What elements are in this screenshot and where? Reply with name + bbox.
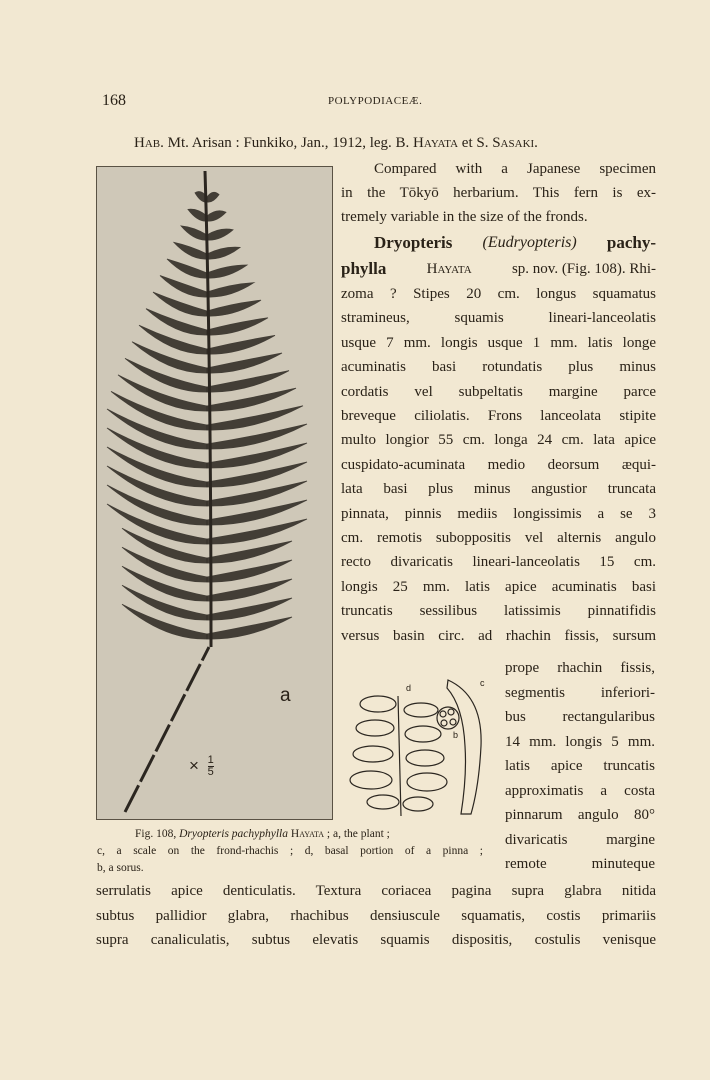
fern-frond-image <box>97 167 332 819</box>
text-line: tremely variable in the size of the fronds. <box>341 209 588 225</box>
label-d: d <box>406 683 412 693</box>
text-line: prope rhachin fissis, <box>505 660 655 676</box>
text-line: lata basi plus minus angustior truncata <box>341 481 656 498</box>
text-line: recto divaricatis lineari-lanceolatis 15 cm. <box>341 554 656 571</box>
species-title: Dryopteris (Eudryopteris) pachy- <box>374 233 656 252</box>
text-line: bus rectangularibus <box>505 709 655 725</box>
page-number: 168 <box>102 92 126 109</box>
text-line: breveque ciliolatis. Frons lanceolata stipite <box>341 408 656 424</box>
text-line: longis 25 mm. latis apice acuminatis basi <box>341 578 656 595</box>
text-line: pinnata, pinnis mediis longissimis a se 3 <box>341 505 656 522</box>
text-line: pinnarum angulo 80° <box>505 807 655 823</box>
text-line: stramineus, squamis lineari-lanceolatis <box>341 310 656 327</box>
text-line: cuspidato-acuminata medio deorsum æqui- <box>341 456 656 473</box>
text-line: versus basin circ. ad rhachin fissis, sursum <box>341 627 656 644</box>
text-line: cordatis vel subpeltatis margine parce <box>341 383 656 400</box>
label-b: b <box>453 730 459 740</box>
text-line: subtus pallidior glabra, rhachibus densiuscule squamatis, costis primariis <box>96 907 656 924</box>
text-line: 14 mm. longis 5 mm. <box>505 733 655 750</box>
fern-photograph <box>96 166 333 820</box>
text-line: acuminatis basi rotundatis plus minus <box>341 359 656 376</box>
scale-label: × $\frac{1}{5}$ <box>189 754 214 778</box>
figure-caption: Fig. 108, Dryopteris pachyphylla Hayata ; a, the plant ; c, a scale on the frond-rhachis ; d, basal portion of a pinna ; b, a sorus. <box>97 828 483 874</box>
species-title-cont: phylla Hayata sp. nov. (Fig. 108). Rhi- <box>341 259 656 278</box>
text-line: serrulatis apice denticulatis. Textura coriacea pagina supra glabra nitida <box>96 883 656 899</box>
text-line: zoma ? Stipes 20 cm. longus squamatus <box>341 286 656 302</box>
text-line: cm. remotis suboppositis vel alternis angulo <box>341 530 656 546</box>
text-line: truncatis sessilibus latissimis pinnatifidis <box>341 603 656 620</box>
page-header <box>102 92 582 112</box>
text-line: divaricatis margine <box>505 831 655 848</box>
text-line: multo longior 55 cm. longa 24 cm. lata apice <box>341 432 656 449</box>
text-line: Compared with a Japanese specimen <box>374 161 656 177</box>
detail-drawings <box>343 676 493 821</box>
habitat-line: Hab. Mt. Arisan : Funkiko, Jan., 1912, leg. B. Hayata et S. Sasaki. <box>134 135 538 151</box>
running-head: POLYPODIACEÆ. <box>328 95 423 107</box>
text-line: latis apice truncatis <box>505 758 655 774</box>
text-line: in the Tōkyō herbarium. This fern is ex- <box>341 185 656 201</box>
label-a: a <box>280 685 291 706</box>
text-line: approximatis a costa <box>505 782 655 799</box>
text-line: segmentis inferiori- <box>505 684 655 701</box>
text-line: remote minuteque <box>505 856 655 872</box>
label-c: c <box>480 678 485 688</box>
pinna-sorus-scale-drawing <box>343 676 493 821</box>
text-line: supra canaliculatis, subtus elevatis squamis dispositis, costulis venisque <box>96 932 656 948</box>
text-line: usque 7 mm. longis usque 1 mm. latis longe <box>341 334 656 351</box>
